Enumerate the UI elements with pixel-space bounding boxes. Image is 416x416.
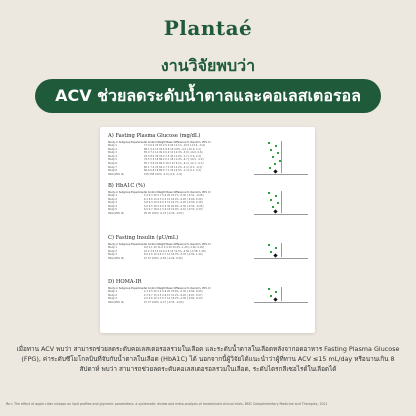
pooled-estimate-marker: [273, 254, 277, 258]
study-marker: [275, 195, 277, 197]
study-values: 2.1 0.5 20 2.4 0.6 20 35.6% -0.30 [-0.64, 0.04]: [144, 290, 203, 293]
study-values: 86.6 6.8 16 88.0 7.1 16 10.5% -1.4 [-6.2, 3.4]: [144, 169, 201, 173]
pooled-estimate-marker: [273, 298, 277, 302]
study-label: Study 3: [108, 151, 117, 155]
study-marker: [268, 244, 270, 246]
study-label: Total (95% CI): [108, 256, 125, 260]
headline-banner: [35, 79, 381, 113]
study-marker: [272, 206, 274, 208]
headline-line1: งานวิจัยพบว่า: [160, 56, 256, 75]
study-values: 5.8 0.4 12 6.0 0.5 12 19.7% -0.20 [-0.56, 0.16]: [144, 201, 203, 205]
study-label: Study 2: [108, 293, 117, 297]
study-values: 5.6 0.5 30 5.9 0.5 30 20.8% -0.30 [-0.55, -0.05]: [144, 204, 204, 208]
study-values: 77.0 6.0 20 87.0 5.0 20 12.1% -10.0 [-13.4, -6.6]: [144, 144, 206, 147]
study-marker: [277, 152, 279, 154]
study-marker: [269, 167, 271, 169]
study-marker: [275, 145, 277, 147]
study-marker: [270, 295, 272, 297]
study-label: Total (95% CI): [108, 172, 125, 176]
table-header: Study or Subgroup Experimental Control Weight Mean Difference IV, Random, 95% CI: [108, 141, 211, 144]
study-values: 5.4 0.3 20 5.7 0.4 20 22.1% -0.30 [-0.52, -0.08]: [144, 194, 204, 197]
forest-section-3: [108, 235, 308, 260]
study-values: 95 95 100% -0.23 [-0.39, -0.07]: [144, 211, 184, 215]
study-label: Study 8: [108, 169, 117, 173]
study-values: 79.5 5.5 18 86.2 6.1 18 11.9% -6.7 [-10.5, -2.9]: [144, 158, 204, 162]
table-header: Study or Subgroup Experimental Control Weight Mean Difference IV, Random, 95% CI: [108, 191, 211, 194]
study-label: Study 1: [108, 144, 117, 147]
table-header: Study or Subgroup Experimental Control Weight Mean Difference IV, Random, 95% CI: [108, 243, 211, 246]
study-marker: [268, 288, 270, 290]
section-title: A) Fasting Plasma Glucose (mg/dL): [108, 133, 201, 139]
study-values: 88.1 9.4 15 92.5 8.8 15 9.8% -4.4 [-10.9, 2.1]: [144, 147, 201, 151]
study-label: Study 6: [108, 161, 117, 165]
x-axis: [254, 214, 308, 215]
study-values: 85.0 7.2 12 90.0 6.9 12 10.4% -5.0 [-10.6, 0.6]: [144, 151, 203, 155]
caption-text: เมื่อทาน ACV พบว่า สามารถช่วยลดระดับคอเลสเตอรอลรวมในเลือด และระดับน้ำตาลในเลือดหลังจากอดอาหาร Fasting Plasma Glucose (FPG), ค่าระดับซีโมโกลบินที่จับกับน้ำตาลในเลือด (HbA1C) ได้ นอกจากนี้ผู้วิจัยได้แนะนำว่าผู้ที่ทาน ACV ≤15 mL/day หรือนานเกิน 8 สัปดาห์ พบว่า สามารถช่วยลดระดับคอเลสเตอรอลรวมในเลือด, ระดับไตรกลีเซอไรด์ในเลือดได้: [16, 345, 400, 373]
study-marker: [270, 199, 272, 201]
forest-section-2: [108, 183, 308, 216]
study-values: 8.9 2.6 12 9.6 2.7 12 34.3% -0.70 [-2.82, 1.42]: [144, 253, 203, 257]
study-values: 91.3 8.0 30 93.0 7.5 30 11.6% -1.7 [-5.6, 2.2]: [144, 154, 201, 158]
study-marker: [268, 192, 270, 194]
study-label: Study 5: [108, 158, 117, 162]
study-label: Study 2: [108, 249, 117, 253]
study-values: 83.7 9.8 22 89.9 10.2 22 9.1% -6.2 [-12.1, -0.3]: [144, 161, 204, 165]
null-line: [281, 141, 282, 173]
study-label: Study 2: [108, 197, 117, 201]
section-title: D) HOMA-IR: [108, 279, 142, 285]
pooled-estimate-marker: [273, 170, 277, 174]
study-values: 2.0 0.6 12 2.3 0.7 12 33.2% -0.30 [-0.82, 0.22]: [144, 297, 203, 301]
study-values: 10.4 3.0 15 10.9 2.8 15 31.5% -0.50 [-2.58, 1.58]: [144, 249, 206, 253]
study-label: Study 4: [108, 204, 117, 208]
study-values: 47 47 100% -0.27 [-0.52, -0.02]: [144, 300, 184, 304]
study-label: Total (95% CI): [108, 300, 125, 304]
pooled-estimate-marker: [273, 209, 277, 213]
study-marker: [275, 291, 277, 293]
forest-section-1: [108, 133, 308, 176]
study-marker: [277, 202, 279, 204]
study-marker: [272, 156, 274, 158]
study-values: 9.8 2.1 20 11.0 2.4 20 34.2% -1.20 [-2.60, 0.20]: [144, 246, 205, 249]
forest-plot-graphic: [254, 243, 308, 259]
study-marker: [279, 160, 281, 162]
section-title: B) HbA1C (%): [108, 183, 145, 189]
study-label: Study 5: [108, 208, 117, 212]
study-values: 6.1 0.6 15 6.3 0.5 15 18.4% -0.20 [-0.60, 0.20]: [144, 197, 203, 201]
study-label: Study 1: [108, 290, 117, 293]
study-label: Study 3: [108, 201, 117, 205]
study-values: 80.1 7.0 25 84.4 7.3 25 11.2% -4.3 [-8.3, -0.3]: [144, 165, 202, 169]
study-label: Study 2: [108, 147, 117, 151]
forest-section-4: [108, 279, 308, 304]
section-title: C) Fasting Insulin (μU/mL): [108, 235, 179, 241]
null-line: [281, 191, 282, 213]
table-header: Study or Subgroup Experimental Control Weight Mean Difference IV, Random, 95% CI: [108, 287, 211, 290]
study-values: 6.0 0.7 18 6.1 0.6 18 19.0% -0.10 [-0.53, 0.33]: [144, 208, 203, 212]
study-values: 158 158 100% -4.9 [-6.9, -2.9]: [144, 172, 182, 176]
x-axis: [254, 258, 308, 259]
forest-plot-graphic: [254, 141, 308, 175]
study-marker: [268, 142, 270, 144]
study-marker: [275, 247, 277, 249]
study-marker: [270, 251, 272, 253]
study-values: 2.3 0.7 15 2.5 0.6 15 31.2% -0.20 [-0.67, 0.27]: [144, 293, 203, 297]
study-label: Study 3: [108, 297, 117, 301]
study-marker: [274, 163, 276, 165]
null-line: [281, 287, 282, 301]
brand-logo: Plantaé: [163, 16, 253, 40]
forest-plot-panel: [100, 127, 315, 333]
study-label: Study 7: [108, 165, 117, 169]
x-axis: [254, 302, 308, 303]
source-footnote: ที่มา: The effect of apple cider vinegar on lipid profiles and glycemic parameters: a systematic review and meta-analysis of randomized clinical trials. BMC Complementary Medicine and Therapies, 2021: [6, 402, 328, 406]
study-label: Study 4: [108, 154, 117, 158]
forest-plot-graphic: [254, 191, 308, 215]
headline-line2: ACV ช่วยลดระดับน้ำตาลและคอเลสเตอรอล: [55, 85, 361, 105]
study-label: Study 3: [108, 253, 117, 257]
x-axis: [254, 174, 308, 175]
study-label: Total (95% CI): [108, 211, 125, 215]
forest-plot-graphic: [254, 287, 308, 303]
study-values: 47 47 100% -0.82 [-2.04, 0.40]: [144, 256, 183, 260]
null-line: [281, 243, 282, 257]
study-label: Study 1: [108, 246, 117, 249]
study-label: Study 1: [108, 194, 117, 197]
study-marker: [270, 149, 272, 151]
